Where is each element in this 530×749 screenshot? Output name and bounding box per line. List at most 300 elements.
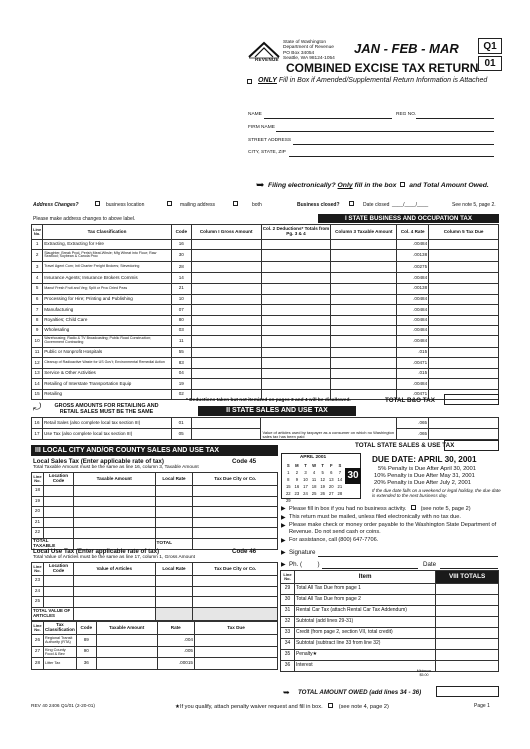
local-use-note: Total Value of Articles must be the same as line 17, column 1, Gross Amount — [33, 555, 196, 560]
total-owed-label: TOTAL AMOUNT OWED (add lines 34 - 36) — [298, 689, 422, 696]
calendar-day: 8 — [287, 477, 290, 482]
no-activity-checkbox[interactable] — [411, 505, 416, 510]
calendar-week — [284, 476, 346, 483]
tax-due-field[interactable] — [193, 507, 278, 518]
calendar-week — [284, 490, 346, 497]
tax-due-field[interactable] — [194, 635, 277, 647]
mailing-address-checkbox[interactable] — [167, 201, 172, 206]
calendar-day: 3 — [304, 470, 307, 475]
tax-rate: .00484 — [397, 379, 429, 389]
tax-rate: .00484 — [397, 295, 429, 305]
tax-due-field[interactable] — [429, 261, 499, 273]
tax-class: Slaughter, Break Prod, Perish Meat-Whsle; Mfg Wheat into Flour; Raw Seafood; Soybean & Canola Proc — [43, 250, 172, 262]
tax-due-field[interactable] — [194, 646, 277, 658]
calendar-month: APRIL 2001 — [299, 455, 327, 460]
tax-rate: .00484 — [397, 273, 429, 283]
tax-due-field[interactable] — [429, 429, 499, 440]
tax-due-field[interactable] — [429, 315, 499, 325]
local-rate-field[interactable] — [155, 597, 193, 608]
tax-due-field[interactable] — [193, 517, 278, 528]
taxable-amount-field[interactable] — [73, 528, 155, 539]
table-row — [32, 283, 499, 295]
business-location-label: business location — [106, 202, 145, 208]
local-rate-field[interactable] — [155, 507, 193, 518]
date-field[interactable] — [440, 568, 498, 569]
taxable-amount-field[interactable] — [96, 635, 157, 647]
penalty-waiver-line — [175, 703, 389, 710]
reg-label: REG NO. — [396, 112, 417, 117]
amended-only: ONLY — [258, 77, 277, 84]
local-sales-title: Local Sales Tax (Enter applicable rate of tax) — [33, 458, 164, 465]
line-no: 30 — [281, 595, 295, 606]
taxable-amount-field[interactable] — [331, 250, 397, 262]
payable-note: Please make check or money order payable to the Washington State Department of Revenue. Do not send cash or coins. — [289, 522, 497, 536]
tax-class: Wholesaling — [43, 325, 172, 335]
deductions-field[interactable] — [261, 369, 331, 379]
tax-due-field[interactable] — [193, 597, 278, 608]
city-label: CITY, STATE, ZIP — [248, 150, 286, 155]
line-no: 35 — [281, 650, 295, 661]
total-value-text: TOTAL VALUE OF ARTICLES — [33, 607, 71, 618]
electronic-note — [268, 182, 489, 189]
deductions-field[interactable] — [261, 283, 331, 295]
location-code-field[interactable] — [43, 586, 73, 597]
col-code-header: Code — [76, 622, 96, 635]
form-number: REV 40 2406 Q1/01 (2-20-01) — [31, 704, 95, 709]
col-5-header: Column 5 Tax Due — [429, 225, 499, 240]
calendar-day: 16 — [294, 484, 300, 489]
calendar-day — [336, 497, 345, 504]
total-item: Rental Car Tax (attach Rental Car Tax Addendum) — [294, 606, 435, 617]
table-row — [281, 661, 499, 672]
taxable-amount-field[interactable] — [331, 379, 397, 389]
tax-due-field[interactable] — [429, 379, 499, 389]
logo-text: REVENUE — [255, 57, 279, 62]
table-row — [281, 628, 499, 639]
table-row — [32, 335, 499, 347]
tax-due-field[interactable] — [193, 496, 278, 507]
tax-rate: .00484 — [397, 335, 429, 347]
logo — [247, 39, 281, 63]
tax-due-field[interactable] — [429, 273, 499, 283]
amended-text: Fill in Box if Amended/Supplemental Return Information is Attached — [278, 77, 488, 84]
tax-due-field[interactable] — [429, 325, 499, 335]
line-no: 32 — [281, 617, 295, 628]
local-rate-field[interactable] — [155, 576, 193, 587]
calendar-day: 24 — [303, 491, 308, 496]
tax-rate: .00484 — [397, 315, 429, 325]
line-no: 3 — [32, 261, 43, 273]
tax-class: Processing for Hire; Printing and Publishing — [43, 295, 172, 305]
taxable-amount-field[interactable] — [331, 305, 397, 315]
tax-class: Service & Other Activities — [43, 369, 172, 379]
tax-code: 01 — [171, 418, 191, 429]
table-row — [281, 639, 499, 650]
total-amount-field[interactable] — [436, 617, 499, 628]
table-row — [32, 250, 499, 262]
gross-amount-field[interactable] — [191, 429, 261, 440]
gross-amount-field[interactable] — [191, 305, 261, 315]
table-row — [32, 357, 499, 369]
calendar-day: 11 — [311, 477, 317, 482]
taxable-amount-field[interactable] — [331, 369, 397, 379]
agency-line: PO Box 34054 — [283, 50, 315, 56]
calendar-grid — [284, 462, 346, 504]
reg-field[interactable] — [416, 118, 494, 119]
total-sales-use-field[interactable] — [444, 440, 499, 451]
electronic-checkbox[interactable] — [400, 182, 405, 187]
total-amount-field[interactable] — [436, 639, 499, 650]
address-changes-label: Address Changes? — [33, 202, 79, 208]
col-rate-header: Local Rate — [155, 473, 193, 486]
line-no: 12 — [32, 357, 43, 369]
tax-due-field[interactable] — [193, 576, 278, 587]
agency-line: Seattle, WA 98124-1054 — [283, 55, 335, 61]
business-closed-checkbox[interactable] — [349, 201, 354, 206]
col-code-header: Code — [171, 225, 191, 240]
calendar-day: 19 — [320, 484, 325, 489]
tax-class: Extracting, Extracting for Hire — [43, 240, 172, 250]
calendar-week — [284, 497, 346, 504]
gross-amount-field[interactable] — [191, 418, 261, 429]
tax-due-field[interactable] — [429, 357, 499, 369]
deductions-field[interactable] — [261, 335, 331, 347]
street-field[interactable] — [293, 144, 494, 145]
phone-field[interactable] — [322, 568, 418, 569]
table-row — [32, 369, 499, 379]
street-label: STREET ADDRESS — [248, 138, 292, 143]
local-sales-code: Code 45 — [232, 458, 257, 465]
local-rate-field[interactable] — [155, 586, 193, 597]
tax-rate: .00484 — [397, 240, 429, 250]
section-3-banner: III LOCAL CITY AND/OR COUNTY SALES AND USE TAX — [31, 445, 278, 456]
table-row — [32, 646, 278, 658]
total-item: Total All Tax Due from page 1 — [294, 584, 435, 595]
tax-code: 11 — [171, 335, 191, 347]
value-of-articles-field[interactable] — [73, 586, 155, 597]
gross-amount-field[interactable] — [191, 273, 261, 283]
penalty-line: 10% Penalty is Due After May 31, 2001 — [374, 473, 475, 479]
tax-due-field[interactable] — [193, 528, 278, 539]
tax-class: Warehousing; Radio & TV Broadcasting; Public Road Construction; Government Contracting — [43, 335, 172, 347]
gross-arrow-icon: ⤾ — [33, 402, 42, 413]
arrow-icon: ▶ — [281, 550, 286, 556]
location-code-field[interactable] — [43, 528, 73, 539]
tax-due-field[interactable] — [429, 335, 499, 347]
line-no: 28 — [32, 658, 44, 670]
tax-due-field[interactable] — [429, 347, 499, 357]
table-row — [281, 617, 499, 628]
gross-amount-field[interactable] — [191, 261, 261, 273]
local-rate-field[interactable] — [155, 528, 193, 539]
electronic-text: Filing electronically? — [268, 182, 336, 189]
assist-note: For assistance, call (800) 647-7706. — [289, 537, 379, 543]
total-owed-field[interactable] — [436, 686, 499, 697]
sales-use-table — [31, 417, 499, 440]
calendar-day: 27 — [328, 491, 334, 496]
signature-field[interactable] — [318, 556, 498, 557]
taxable-amount-field[interactable] — [96, 646, 157, 658]
total-amount-field[interactable] — [436, 606, 499, 617]
line-no: 23 — [32, 576, 44, 587]
arrow-icon: ▶ — [281, 562, 286, 568]
tax-code: 03 — [171, 325, 191, 335]
deductions-field[interactable] — [261, 325, 331, 335]
tax-due-field[interactable] — [193, 486, 278, 497]
calendar-day: 20 — [328, 484, 334, 489]
line-no: 9 — [32, 325, 43, 335]
tax-rate: .00471 — [397, 389, 429, 399]
taxable-amount-field[interactable] — [73, 486, 155, 497]
calendar-day: 10 — [303, 477, 308, 482]
total-item: Interest — [294, 661, 435, 672]
gross-amount-field[interactable] — [191, 240, 261, 250]
gross-amount-field[interactable] — [191, 357, 261, 369]
taxable-amount-field[interactable] — [331, 283, 397, 295]
deductions-field[interactable] — [261, 295, 331, 305]
tax-due-field[interactable] — [194, 658, 277, 670]
taxable-amount-field[interactable] — [331, 315, 397, 325]
tax-class: Litter Tax — [43, 658, 76, 670]
total-amount-field[interactable] — [436, 584, 499, 595]
total-amount-field[interactable] — [436, 595, 499, 606]
line-no: 31 — [281, 606, 295, 617]
deductions-field[interactable] — [261, 273, 331, 283]
calendar-week — [284, 483, 346, 490]
gross-amount-field[interactable] — [191, 379, 261, 389]
taxable-amount-field[interactable] — [331, 240, 397, 250]
tax-class: Manuf Fresh Fruit and Veg; Split or Proc Dried Peas — [43, 283, 172, 295]
arrow-icon: ➥ — [283, 688, 290, 697]
gross-amount-field[interactable] — [191, 295, 261, 305]
gross-amount-field[interactable] — [191, 347, 261, 357]
calendar-day: 12 — [320, 477, 325, 482]
both-checkbox[interactable] — [233, 201, 238, 206]
taxable-amount-field[interactable] — [331, 357, 397, 369]
calendar — [281, 453, 361, 503]
gross-amount-field[interactable] — [191, 315, 261, 325]
mailing-address-label: mailing address — [180, 202, 216, 208]
col-line-header: Line No. — [32, 563, 44, 576]
line-no: 18 — [32, 486, 44, 497]
deductions-field[interactable] — [261, 305, 331, 315]
calendar-day: S — [338, 463, 342, 468]
totals-table — [280, 570, 499, 672]
location-code-field[interactable] — [43, 517, 73, 528]
total-amount-field[interactable] — [436, 661, 499, 672]
taxable-amount-field[interactable] — [331, 261, 397, 273]
totals-banner: VIII TOTALS — [436, 571, 499, 584]
tax-code: 36 — [76, 658, 96, 670]
line-no: 14 — [32, 379, 43, 389]
tax-due-field[interactable] — [429, 240, 499, 250]
calendar-day: 18 — [311, 484, 317, 489]
tax-due-field[interactable] — [429, 295, 499, 305]
taxable-amount-field[interactable] — [73, 496, 155, 507]
see-note-5: See note 5, page 2. — [452, 202, 496, 208]
date-closed-field[interactable]: ____/____/____ — [392, 202, 429, 208]
page-number: Page 1 — [474, 703, 490, 709]
tax-code: 28 — [171, 261, 191, 273]
tax-rate: .00484 — [397, 325, 429, 335]
local-use-code: Code 46 — [232, 548, 257, 555]
total-item: Credit (from page 2, section VII, total credit) — [294, 628, 435, 639]
taxable-amount-field[interactable] — [331, 325, 397, 335]
local-rate-field[interactable] — [155, 517, 193, 528]
no-activity-see-note: (see note 5, page 2) — [420, 506, 471, 512]
taxable-amount-field[interactable] — [331, 295, 397, 305]
calendar-big-day: 30 — [345, 468, 361, 484]
local-sales-note: Total Taxable Amount must be the same as line 16, column 3, Taxable Amount — [33, 465, 199, 470]
weekend-note: If the due date falls on a weekend or legal holiday, the due date is extended to the next business day. — [372, 488, 501, 499]
local-rate-field[interactable] — [155, 496, 193, 507]
total-amount-field[interactable] — [436, 628, 499, 639]
tax-class: Manufacturing — [43, 305, 172, 315]
use-note-cell — [261, 418, 397, 440]
due-date-title: DUE DATE: APRIL 30, 2001 — [372, 455, 477, 464]
table-row — [32, 486, 278, 497]
deductions-field[interactable] — [261, 250, 331, 262]
col-taxable-header: Taxable Amount — [73, 473, 155, 486]
location-code-field[interactable] — [43, 576, 73, 587]
deductions-field[interactable] — [261, 347, 331, 357]
deductions-field[interactable] — [261, 315, 331, 325]
line-no: 11 — [32, 347, 43, 357]
line-no: 19 — [32, 496, 44, 507]
taxable-amount-field[interactable] — [331, 273, 397, 283]
line-no: 34 — [281, 639, 295, 650]
calendar-day: M — [295, 463, 299, 468]
line-no: 26 — [32, 635, 44, 647]
col-value-header: Value of Articles — [73, 563, 155, 576]
business-location-checkbox[interactable] — [95, 201, 100, 206]
tax-rate: .065 — [397, 429, 429, 440]
table-row — [32, 315, 499, 325]
line-no: 33 — [281, 628, 295, 639]
location-code-field[interactable] — [43, 507, 73, 518]
calendar-day: 2 — [295, 470, 299, 475]
tax-rate: .00015 — [157, 658, 194, 670]
agency-address — [283, 40, 335, 61]
city-field[interactable] — [289, 156, 494, 157]
col-due-header: Tax Due City or Co. — [193, 473, 278, 486]
penalty-waiver-checkbox[interactable] — [328, 703, 333, 708]
calendar-day: 25 — [311, 491, 317, 496]
agency-line: Department of Revenue — [283, 45, 334, 51]
col-line-header: Line No. — [32, 225, 43, 240]
tax-due-field[interactable] — [193, 586, 278, 597]
calendar-week — [284, 469, 346, 476]
location-code-field[interactable] — [43, 496, 73, 507]
local-rate-field[interactable] — [155, 486, 193, 497]
calendar-day — [318, 497, 327, 504]
gross-amount-field[interactable] — [191, 283, 261, 295]
col-tax-class-header: Tax Classification — [43, 622, 76, 635]
table-row — [32, 507, 278, 518]
deductions-field[interactable] — [261, 357, 331, 369]
taxable-amount-field[interactable] — [331, 347, 397, 357]
tax-due-field[interactable] — [429, 250, 499, 262]
total-value-field[interactable] — [73, 607, 155, 620]
deductions-field[interactable] — [261, 261, 331, 273]
gross-amount-field[interactable] — [191, 250, 261, 262]
gross-amount-field[interactable] — [191, 369, 261, 379]
calendar-day — [310, 497, 319, 504]
calendar-day: W — [312, 463, 317, 468]
name-field[interactable] — [264, 118, 392, 119]
calendar-day: 6 — [330, 470, 333, 475]
calendar-day: 22 — [285, 491, 291, 496]
tax-class: Cleanup of Radioactive Waste for US Gov't; Environmental Remedial Action — [43, 357, 172, 369]
tax-code: 55 — [171, 347, 191, 357]
tax-rate: .00275 — [397, 261, 429, 273]
deductions-field[interactable] — [261, 240, 331, 250]
col-line-header: Line No. — [281, 571, 295, 584]
date-closed-label: Date closed — [363, 202, 390, 208]
line-no: 7 — [32, 305, 43, 315]
calendar-day: 4 — [312, 470, 316, 475]
taxable-amount-field[interactable] — [73, 507, 155, 518]
table-row — [32, 528, 278, 539]
signature-label: Signature — [289, 549, 316, 556]
penalty-line: 5% Penalty is Due After April 30, 2001 — [378, 466, 476, 472]
section-2-banner: II STATE SALES AND USE TAX — [198, 406, 356, 416]
tax-class: Retailing — [43, 389, 172, 399]
tax-due-field[interactable] — [429, 283, 499, 295]
table-row — [281, 650, 499, 661]
tax-class: Insurance Agents; Insurance Brokers Commis — [43, 273, 172, 283]
deductions-field[interactable] — [261, 379, 331, 389]
line-no: 29 — [281, 584, 295, 595]
col-line-header: Line No. — [32, 473, 44, 486]
total-amount-field[interactable] — [436, 650, 499, 661]
tax-code: 02 — [171, 389, 191, 399]
table-row — [32, 379, 499, 389]
tax-due-field[interactable] — [429, 418, 499, 429]
tax-due-field[interactable] — [429, 305, 499, 315]
gross-amount-field[interactable] — [191, 325, 261, 335]
table-row — [32, 517, 278, 528]
calendar-day: 14 — [337, 477, 343, 482]
local-use-table — [31, 562, 278, 621]
firm-field[interactable] — [276, 131, 494, 132]
table-row — [32, 325, 499, 335]
gross-amount-field[interactable] — [191, 335, 261, 347]
year-box: 01 — [478, 56, 502, 71]
line-no: 21 — [32, 517, 44, 528]
amended-checkbox[interactable] — [247, 79, 252, 84]
penalty-waiver-note: ★If you qualify, attach penalty waiver request and fill in box. — [175, 704, 323, 710]
tax-rate: .015 — [397, 369, 429, 379]
value-of-articles-field[interactable] — [73, 597, 155, 608]
tax-due-field[interactable] — [429, 369, 499, 379]
calendar-day — [301, 497, 310, 504]
table-row — [32, 347, 499, 357]
calendar-day: 7 — [338, 470, 342, 475]
location-code-field[interactable] — [43, 486, 73, 497]
tax-class: Retail Sales (also complete local tax section III) — [42, 418, 171, 429]
location-code-field[interactable] — [43, 597, 73, 608]
taxable-amount-field[interactable] — [73, 517, 155, 528]
total-bo-field[interactable] — [444, 394, 499, 405]
taxable-amount-field[interactable] — [331, 335, 397, 347]
line-no: 8 — [32, 315, 43, 325]
calendar-day — [293, 497, 302, 504]
value-of-articles-field[interactable] — [73, 576, 155, 587]
make-changes-note: Please make address changes to above label. — [33, 216, 136, 222]
local-sales-table — [31, 472, 278, 550]
taxable-amount-field[interactable] — [96, 658, 157, 670]
